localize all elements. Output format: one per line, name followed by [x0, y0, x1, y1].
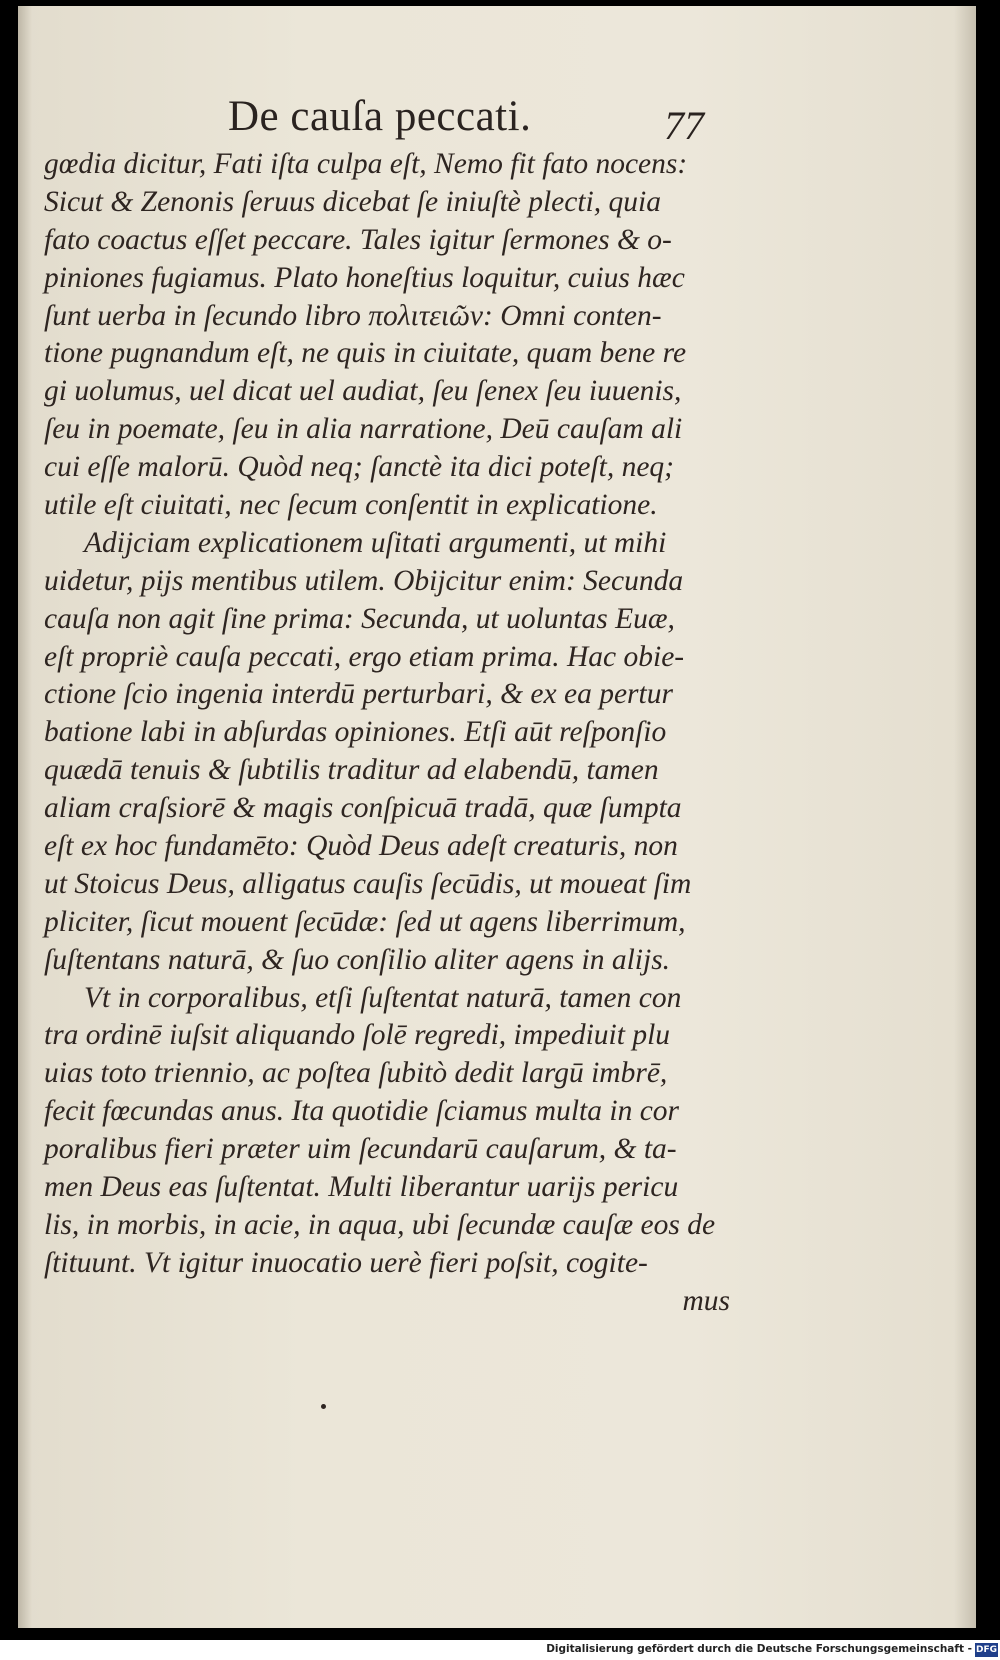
text-line: ut Stoicus Deus, alligatus cauſis ſecūdis, ut moueat ſim — [44, 867, 692, 900]
text-line: lis, in morbis, in acie, in aqua, ubi ſecundæ cauſæ eos de — [44, 1208, 716, 1241]
text-line: utile eſt ciuitati, nec ſecum conſentit in explicatione. — [44, 489, 658, 522]
text-line: ſuſtentans naturā, & ſuo conſilio aliter agens in alijs. — [44, 943, 671, 976]
text-line: Vt in corporalibus, etſi ſuſtentat naturā, tamen con — [84, 981, 682, 1014]
text-line: uias toto triennio, ac poſtea ſubitò dedit largū imbrē, — [44, 1057, 668, 1090]
text-line: Sicut & Zenonis ſeruus dicebat ſe iniuſtè plecti, quia — [44, 185, 661, 218]
text-line: pliciter, ſicut mouent ſecūdæ: ſed ut agens liberrimum, — [44, 905, 686, 938]
text-line: fecit fœcundas anus. Ita quotidie ſciamus multa in cor — [44, 1095, 680, 1128]
funding-credit: Digitalisierung gefördert durch die Deutsche Forschungsgemeinschaft - — [546, 1643, 972, 1655]
text-line: eſt ex hoc fundamēto: Quòd Deus adeſt creaturis, non — [44, 830, 678, 863]
ink-speck — [321, 1404, 326, 1409]
text-line: cui eſſe malorū. Quòd neq; ſanctè ita dici poteſt, neq; — [44, 451, 675, 484]
text-line: men Deus eas ſuſtentat. Multi liberantur uarijs pericu — [44, 1171, 679, 1204]
body-text — [44, 146, 734, 1321]
text-line: aliam craſsiorē & magis conſpicuā tradā, quæ ſumpta — [44, 792, 682, 825]
text-line: ſtituunt. Vt igitur inuocatio uerè fieri poſsit, cogite- — [44, 1246, 648, 1279]
text-line: cauſa non agit ſine prima: Secunda, ut uoluntas Euæ, — [44, 602, 675, 635]
text-line: tione pugnandum eſt, ne quis in ciuitate, quam bene re — [44, 337, 687, 370]
text-line: Adijciam explicationem uſitati argumenti, ut mihi — [84, 526, 667, 559]
catchword: mus — [682, 1284, 730, 1317]
text-line: ſeu in poemate, ſeu in alia narratione, Deū cauſam ali — [44, 413, 683, 446]
footer-bar — [0, 1640, 1000, 1660]
text-line: uidetur, pijs mentibus utilem. Obijcitur enim: Secunda — [44, 564, 684, 597]
text-line: eſt propriè cauſa peccati, ergo etiam prima. Hac obie- — [44, 640, 685, 673]
text-line: ſunt uerba in ſecundo libro πολιτειῶν: Omni conten- — [44, 299, 662, 332]
running-head: De cauſa peccati. — [228, 93, 532, 140]
text-line: fato coactus eſſet peccare. Tales igitur ſermones & o- — [44, 223, 672, 256]
text-line: batione labi in abſurdas opiniones. Etſi aūt reſponſio — [44, 716, 667, 749]
text-line: quædā tenuis & ſubtilis traditur ad elabendū, tamen — [44, 754, 659, 787]
text-line: gi uolumus, uel dicat uel audiat, ſeu ſenex ſeu iuuenis, — [44, 375, 682, 408]
text-line: gœdia dicitur, Fati iſta culpa eſt, Nemo fit fato nocens: — [44, 148, 688, 180]
page-edge-shadow — [954, 6, 976, 1628]
page-number: 77 — [664, 103, 704, 148]
text-line: tra ordinē iuſsit aliquando ſolē regredi, impediuit plu — [44, 1019, 671, 1052]
book-page — [18, 6, 976, 1628]
text-line: piniones fugiamus. Plato honeſtius loquitur, cuius hæc — [44, 261, 685, 294]
text-line: ctione ſcio ingenia interdū perturbari, & ex ea pertur — [44, 678, 673, 711]
text-line: poralibus fieri præter uim ſecundarū cauſarum, & ta- — [44, 1133, 677, 1166]
gutter-shadow — [18, 6, 32, 1628]
dfg-logo-icon: DFG — [975, 1645, 997, 1655]
